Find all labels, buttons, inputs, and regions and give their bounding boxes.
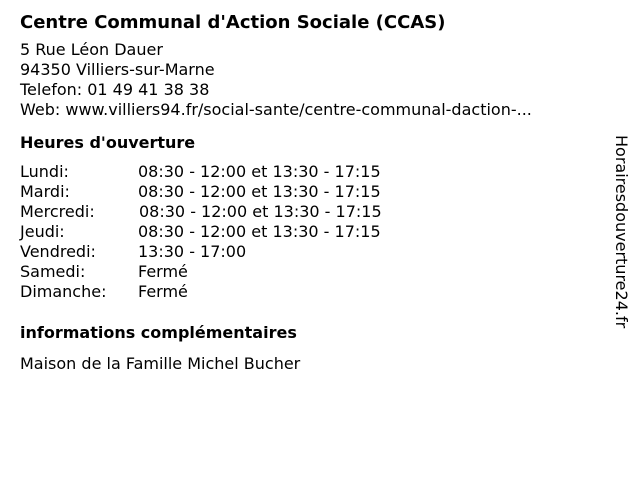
day-label: Vendredi: [20,242,96,261]
hours-row-monday [20,162,600,182]
opening-hours-heading: Heures d'ouverture [20,133,196,152]
additional-info-heading: informations complémentaires [20,323,297,342]
hours-row-tuesday [20,182,600,202]
time-value: 08:30 - 12:00 et 13:30 - 17:15 [138,182,381,201]
additional-info-text: Maison de la Famille Michel Bucher [20,354,301,373]
page-title: Centre Communal d'Action Sociale (CCAS) [20,12,446,33]
time-value: 13:30 - 17:00 [138,242,247,261]
street-address: 5 Rue Léon Dauer [20,40,163,59]
hours-row-friday [20,242,600,262]
opening-hours-table [20,162,600,302]
website-link[interactable]: Web: www.villiers94.fr/social-sante/centre-communal-daction-... [20,100,532,119]
site-watermark: Horairesdouverture24.fr [612,135,631,329]
phone-number: Telefon: 01 49 41 38 38 [20,80,210,99]
city-address: 94350 Villiers-sur-Marne [20,60,215,79]
business-card [20,10,600,374]
day-label: Jeudi: [20,222,65,241]
day-label: Lundi: [20,162,69,181]
time-value: 08:30 - 12:00 et 13:30 - 17:15 [138,222,381,241]
hours-row-sunday [20,282,600,302]
day-label: Dimanche: [20,282,107,301]
time-value: 08:30 - 12:00 et 13:30 - 17:15 [139,202,382,221]
hours-row-thursday [20,222,600,242]
time-value: Fermé [138,282,188,301]
day-label: Mercredi: [20,202,95,221]
time-value: 08:30 - 12:00 et 13:30 - 17:15 [138,162,381,181]
hours-row-wednesday [20,202,600,222]
time-value: Fermé [138,262,188,281]
day-label: Mardi: [20,182,70,201]
address-block [20,40,600,120]
hours-row-saturday [20,262,600,282]
day-label: Samedi: [20,262,86,281]
